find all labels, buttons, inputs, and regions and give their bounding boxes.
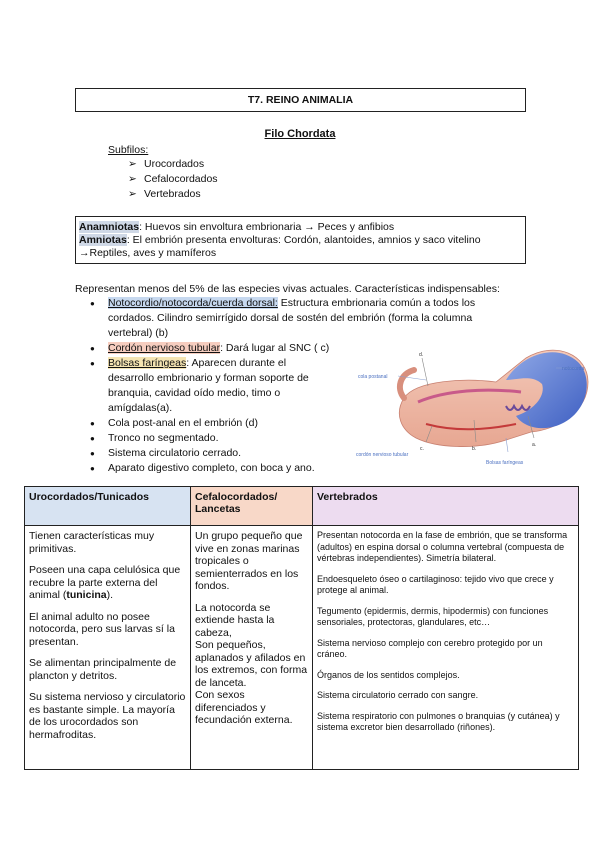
label-cordon: cordón nervioso tubular [356,452,409,458]
amniotas-line: Amniotas: El embrión presenta envolturas: Cordón, alantoides, amnios y saco vitelino →Reptiles, aves y mamíferos [79,234,481,259]
header-urocordados: Urocordados/Tunicados [25,487,191,526]
intro-text: Representan menos del 5% de las especies vivas actuales. Características indispensables: [75,283,500,295]
tunicina-paragraph: Poseen una capa celulósica que recubre la parte externa del animal (tunicina). [29,564,181,601]
label-notocorda: notocorda [562,366,585,372]
list-item: ● Tronco no segmentado. [90,431,510,446]
document-title: T7. REINO ANIMALIA [75,88,526,112]
anamniotas-line: Anamniotas: Huevos sin envoltura embrionaria → Peces y anfibios [79,221,395,233]
list-item: ● Notocordio/notocorda/cuerda dorsal: Estructura embrionaria común a todos los cordados. Cilindro semirrígido dorsal de sostén del embrión (forma la columna vertebral) (b) [90,296,510,341]
chordate-embryo-diagram [356,340,596,470]
header-cefalocordados: Cefalocordados/ Lancetas [191,487,313,526]
cell-vertebrados: Presentan notocorda en la fase de embrión, que se transforma (adultos) en espina dorsal o columna vertebral (compuesta de vértebras independientes). Simetría bilateral. Endoesqueleto óseo o cartilaginoso: tejido vivo que crece y protege al animal. Tegumento (epidermis, dermis, hipodermis) con funciones sensoriales, protectoras, glandulares, etc… Sistema nervioso complejo con cerebro protegido por un cráneo. Órganos de los sentidos complejos. Sistema circulatorio cerrado con sangre. Sistema respiratorio con pulmones o branquias (y cutánea) y sistema excretor bien desarrollado (riñones). [313,526,579,770]
label-cola: cola postanal [358,374,388,380]
comparison-table [24,486,579,770]
label-c: c. [420,446,424,452]
list-item: ● Bolsas faríngeas: Aparecen durante el desarrollo embrionario y forman soporte de branquia, cavidad oído medio, timo o amígdalas(a). [90,356,323,416]
arrow-bullet-icon: ➢ [128,158,137,170]
leader-line [422,358,428,386]
cell-urocordados: Tienen características muy primitivas. Poseen una capa celulósica que recubre la parte externa del animal (tunicina). El animal adulto no posee notocorda, pero sus larvas sí la presentan. Se alimentan principalmente de plancton y detritos. Su sistema nervioso y circulatorio es bastante simple. La mayoría de los urocordados son hermafroditas. [25,526,191,770]
header-vertebrados: Vertebrados [313,487,579,526]
list-item: ➢ Cefalocordados [128,173,218,185]
subfilos-list [128,157,218,202]
arrow-bullet-icon: ➢ [128,173,137,185]
list-item: ➢ Urocordados [128,158,205,170]
list-item: ➢ Vertebrados [128,188,201,200]
leader-line [506,438,508,452]
list-item: ● Aparato digestivo completo, con boca y ano. [90,461,510,476]
section-subtitle: Filo Chordata [264,128,336,140]
label-d: d. [419,352,424,358]
list-item: ● Cordón nervioso tubular: Dará lugar al SNC ( c) [90,341,510,356]
label-bolsas: Bolsas faríngeas [486,460,524,466]
cell-cefalocordados: Un grupo pequeño que vive en zonas marinas tropicales o semienterrados en los fondos. La notocorda se extiende hasta la cabeza, Son pequeños, aplanados y afilados en los extremos, con forma de lanceta. Con sexos diferenciados y fecundación externa. [191,526,313,770]
arrow-bullet-icon: ➢ [128,188,137,200]
list-item: ● Cola post-anal en el embrión (d) [90,416,510,431]
list-item: ● Sistema circulatorio cerrado. [90,446,510,461]
subfilos-label: Subfilos: [108,144,149,156]
label-a: a. [532,442,537,448]
label-b: b. [472,446,477,452]
amniotas-box [75,216,526,264]
table-row [25,526,579,770]
table-header-row [25,487,579,526]
